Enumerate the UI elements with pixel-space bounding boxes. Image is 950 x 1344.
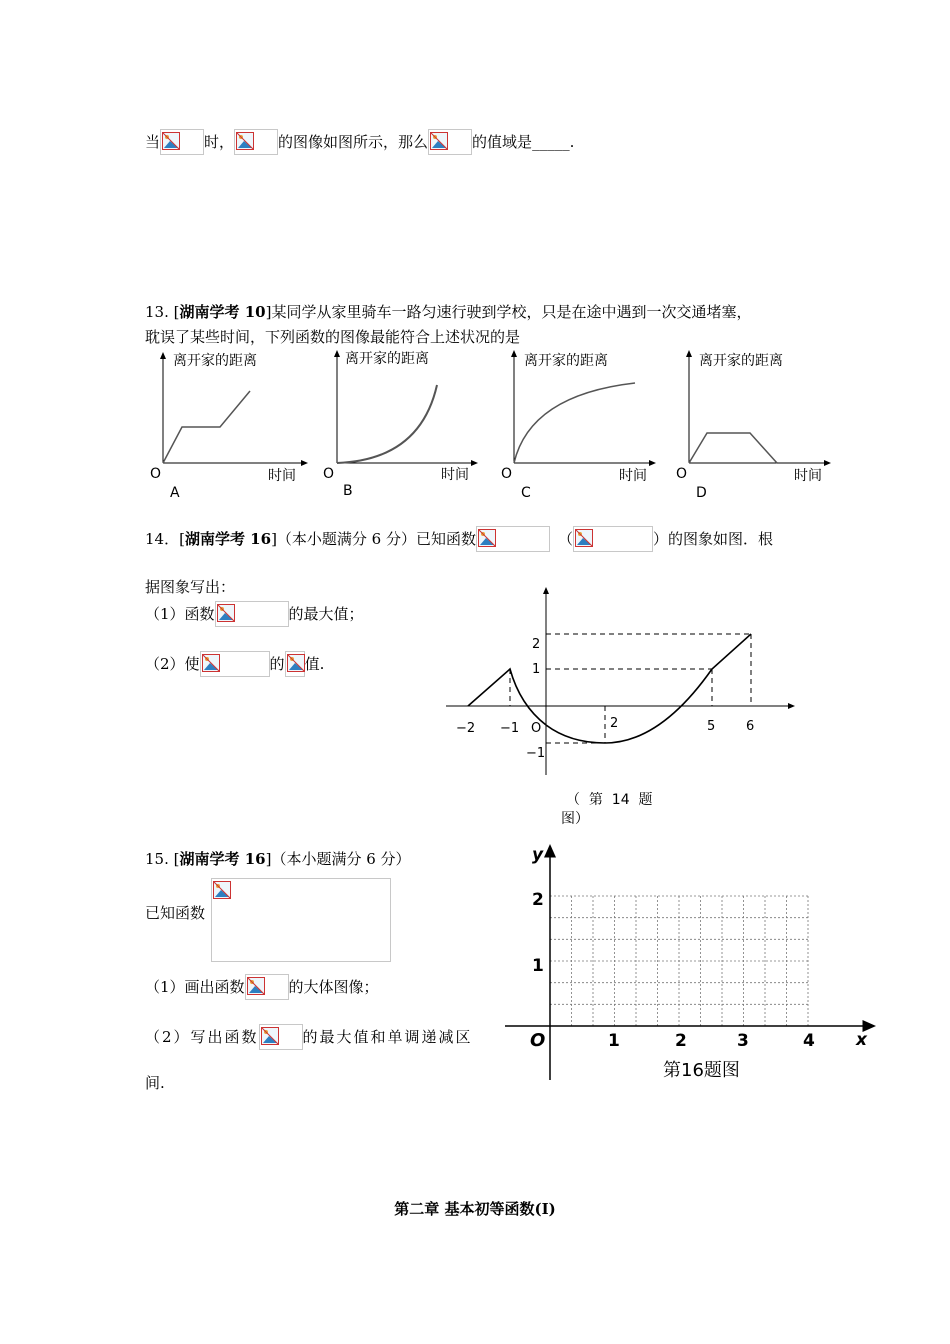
broken-image-icon (247, 977, 265, 995)
graph-b-ylabel: 离开家的距离 (345, 351, 429, 367)
q15-source: 湖南学考 16 (179, 850, 266, 868)
q14-text-3: ）的图象如图．根 (653, 530, 774, 548)
x-tick-2: 2 (610, 716, 619, 731)
graph-a-origin: O (150, 466, 162, 482)
q15-part-2 (145, 1024, 473, 1050)
graph-a-curve (163, 391, 250, 463)
graph-d-origin: O (676, 466, 688, 482)
x-tick-neg1: −1 (500, 721, 520, 736)
q14-caption-2: 图） (561, 811, 589, 827)
q14-text-1: ]（本小题满分 6 分）已知函数 (271, 530, 476, 548)
q15-part-1-text-a: （1）画出函数 (145, 978, 245, 996)
y-axis-label: y (532, 845, 544, 865)
q15-grid-figure (500, 840, 880, 1085)
x-tick-6: 6 (746, 719, 755, 734)
graph-d (676, 353, 828, 501)
formula-image-placeholder (234, 129, 278, 155)
q14-text-2: （ (558, 530, 574, 548)
x-tick-2: 2 (675, 1031, 687, 1051)
y-tick-neg1: −1 (526, 746, 546, 761)
q15-part-2-cont: 间. (145, 1074, 165, 1092)
broken-image-icon (478, 529, 496, 547)
q12-text-4: 的值域是 (472, 133, 533, 151)
q14-line-1 (145, 526, 773, 552)
q15-text-1: ]（本小题满分 6 分） (265, 850, 411, 868)
graph-b-curve (337, 385, 437, 463)
q15-part-2-text-a: （2）写出函数 (145, 1028, 259, 1046)
q14-source: 湖南学考 16 (184, 530, 272, 548)
broken-image-icon (430, 132, 448, 150)
q12-text-2: 时， (204, 133, 235, 151)
q15-part-1 (145, 974, 379, 1000)
formula-image-placeholder (573, 526, 653, 552)
graph-d-xlabel: 时间 (794, 468, 822, 484)
graph-c-xlabel: 时间 (619, 468, 647, 484)
q14-number: 14．[ (145, 530, 185, 548)
q15-part-1-text-b: 的大体图像； (288, 978, 379, 996)
q14-part-1-text-b: 的最大值； (288, 605, 364, 623)
q15-line-2 (145, 903, 205, 923)
q15-line-1 (145, 849, 411, 869)
graph-d-letter: D (696, 485, 707, 501)
graph-c-curve (514, 383, 635, 463)
x-axis-label: x (856, 1030, 867, 1050)
y-tick-2: 2 (532, 637, 541, 652)
q12-text-3: 的图像如图所示，那么 (278, 133, 429, 151)
graph-c-ylabel: 离开家的距离 (524, 353, 608, 369)
formula-image-placeholder (428, 129, 472, 155)
q13-text: ]某同学从家里骑车一路匀速行驶到学校，只是在途中遇到一次交通堵塞， (265, 303, 752, 321)
answer-blank: _____ (532, 133, 570, 151)
q13-line-2: 耽误了某些时间，下列函数的图像最能符合上述状况的是 (145, 328, 521, 346)
q14-figure (440, 585, 800, 785)
formula-image-placeholder-large (211, 878, 391, 962)
broken-image-icon (575, 529, 593, 547)
q14-part-2-text-a: （2）使 (145, 655, 200, 673)
q15-text-2: 已知函数 (145, 904, 206, 922)
x-tick-1: 1 (608, 1031, 620, 1051)
broken-image-icon (202, 654, 220, 672)
formula-image-placeholder (285, 651, 305, 677)
grid-lines (550, 896, 808, 1026)
graph-c-origin: O (501, 466, 513, 482)
q12-text-1: 当 (145, 133, 161, 151)
x-tick-3: 3 (737, 1031, 749, 1051)
broken-image-icon (236, 132, 254, 150)
q15-part-2-text-b: 的最大值和单调递减区 (302, 1028, 473, 1046)
formula-image-placeholder (200, 651, 270, 677)
y-tick-1: 1 (532, 956, 544, 976)
broken-image-icon (261, 1027, 279, 1045)
chapter-title: 第二章 基本初等函数(I) (394, 1200, 556, 1218)
y-tick-2: 2 (532, 890, 544, 910)
y-tick-1: 1 (532, 662, 541, 677)
q13-line-1 (145, 302, 751, 322)
graph-b-letter: B (343, 483, 353, 499)
figure-caption: 第16题图 (663, 1060, 740, 1081)
x-tick-4: 4 (803, 1031, 815, 1051)
graph-c (501, 353, 653, 501)
q14-part-2-text-b: 的 (269, 655, 285, 673)
formula-image-placeholder (259, 1024, 303, 1050)
broken-image-icon (217, 604, 235, 622)
x-tick-neg2: −2 (456, 721, 476, 736)
graph-d-curve (689, 433, 777, 463)
q15-number: 15. [ (145, 850, 180, 868)
q13-number: 13. [ (145, 303, 180, 321)
formula-image-placeholder (160, 129, 204, 155)
graph-d-ylabel: 离开家的距离 (699, 353, 783, 369)
graph-b-xlabel: 时间 (441, 467, 469, 483)
q14-part-1-text-a: （1）函数 (145, 605, 215, 623)
graph-a-ylabel: 离开家的距离 (173, 353, 257, 369)
origin-label: O (530, 1030, 546, 1051)
broken-image-icon (213, 881, 231, 899)
graph-b (323, 351, 475, 499)
q13-graphs (140, 345, 840, 505)
graph-a-letter: A (170, 485, 180, 501)
formula-image-placeholder (476, 526, 550, 552)
broken-image-icon (162, 132, 180, 150)
q13-source: 湖南学考 10 (179, 303, 266, 321)
x-tick-5: 5 (707, 719, 716, 734)
q12-period: . (569, 133, 575, 151)
formula-image-placeholder (245, 974, 289, 1000)
formula-image-placeholder (215, 601, 289, 627)
origin-label: O (531, 721, 542, 736)
q14-part-2-text-c: 值. (304, 655, 325, 673)
graph-c-letter: C (521, 485, 531, 501)
q12-line (145, 129, 574, 155)
q14-part-1 (145, 601, 364, 627)
q14-part-2 (145, 651, 324, 677)
graph-a (150, 353, 305, 501)
broken-image-icon (287, 654, 305, 672)
q14-caption-1: （ 第 14 题 (566, 792, 653, 808)
graph-b-origin: O (323, 466, 335, 482)
q14-line-2: 据图象写出： (145, 578, 236, 596)
graph-a-xlabel: 时间 (268, 468, 296, 484)
